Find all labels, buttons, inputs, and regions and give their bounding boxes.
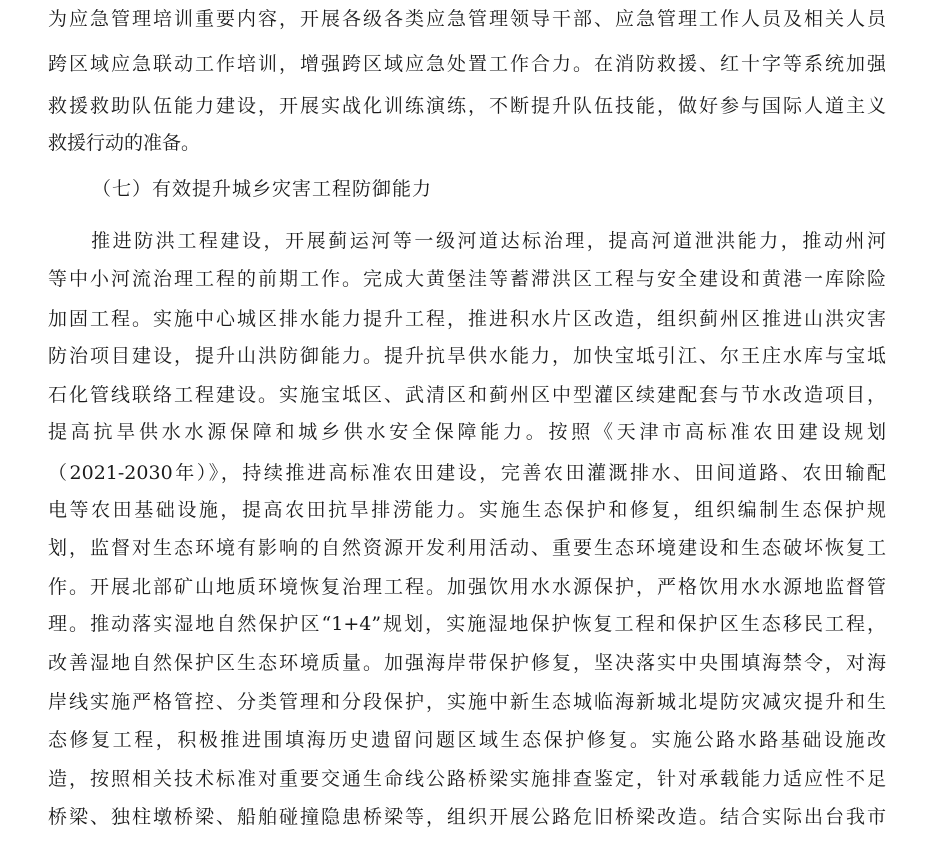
paragraph-2-line-6: 提高抗旱供水水源保障和城乡供水安全保障能力。按照《天津市高标准农田建设规划 bbox=[48, 421, 886, 443]
paragraph-2-line-12: 改善湿地自然保护区生态环境质量。加强海岸带保护修复，坚决落实中央围填海禁令，对海 bbox=[48, 652, 886, 674]
paragraph-2-line-16: 桥梁、独柱墩桥梁、船舶碰撞隐患桥梁等，组织开展公路危旧桥梁改造。结合实际出台我市 bbox=[48, 806, 886, 828]
paragraph-2-line-10: 作。开展北部矿山地质环境恢复治理工程。加强饮用水水源保护，严格饮用水水源地监督管 bbox=[48, 576, 886, 598]
paragraph-2-line-9: 划，监督对生态环境有影响的自然资源开发利用活动、重要生态环境建设和生态破坏恢复工 bbox=[48, 537, 886, 559]
paragraph-1-line-2: 跨区域应急联动工作培训，增强跨区域应急处置工作合力。在消防救援、红十字等系统加强 bbox=[48, 53, 886, 75]
paragraph-2-line-13: 岸线实施严格管控、分类管理和分段保护，实施中新生态城临海新城北堤防灾减灾提升和生 bbox=[48, 691, 886, 713]
paragraph-2-line-14: 态修复工程，积极推进围填海历史遗留问题区域生态保护修复。实施公路水路基础设施改 bbox=[48, 729, 886, 751]
paragraph-2-line-3: 加固工程。实施中心城区排水能力提升工程，推进积水片区改造，组织蓟州区推进山洪灾害 bbox=[48, 308, 886, 330]
paragraph-2-line-5: 石化管线联络工程建设。实施宝坻区、武清区和蓟州区中型灌区续建配套与节水改造项目， bbox=[48, 384, 886, 406]
paragraph-2-line-15: 造，按照相关技术标准对重要交通生命线公路桥梁实施排查鉴定，针对承载能力适应性不足 bbox=[48, 768, 886, 790]
paragraph-2-line-4: 防治项目建设，提升山洪防御能力。提升抗旱供水能力，加快宝坻引江、尔王庄水库与宝坻 bbox=[48, 345, 886, 367]
paragraph-2-line-2: 等中小河流治理工程的前期工作。完成大黄堡洼等蓄滞洪区工程与安全建设和黄港一库除险 bbox=[48, 268, 886, 290]
paragraph-2-line-11: 理。推动落实湿地自然保护区“1+4”规划，实施湿地保护恢复工程和保护区生态移民工程， bbox=[48, 613, 886, 635]
paragraph-2-line-7: （2021-2030年）》，持续推进高标准农田建设，完善农田灌溉排水、田间道路、农田输配 bbox=[48, 462, 886, 484]
paragraph-1-line-4: 救援行动的准备。 bbox=[48, 132, 201, 154]
section-heading: （七）有效提升城乡灾害工程防御能力 bbox=[92, 178, 433, 200]
paragraph-1-line-1: 为应急管理培训重要内容，开展各级各类应急管理领导干部、应急管理工作人员及相关人员 bbox=[48, 8, 886, 30]
paragraph-2-line-1: 推进防洪工程建设，开展蓟运河等一级河道达标治理，提高河道泄洪能力，推动州河 bbox=[48, 230, 886, 252]
paragraph-2-line-8: 电等农田基础设施，提高农田抗旱排涝能力。实施生态保护和修复，组织编制生态保护规 bbox=[48, 499, 886, 521]
paragraph-1-line-3: 救援救助队伍能力建设，开展实战化训练演练，不断提升队伍技能，做好参与国际人道主义 bbox=[48, 95, 886, 117]
